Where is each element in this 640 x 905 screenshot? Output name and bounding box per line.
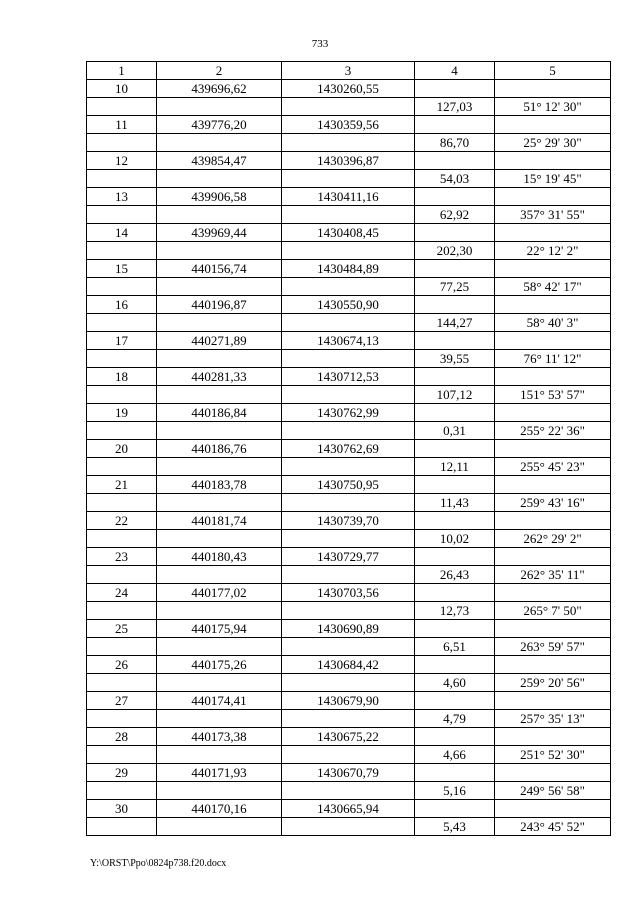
y-coordinate-cell: 1430750,95: [282, 476, 415, 494]
empty-cell: [157, 350, 282, 368]
distance-cell: 4,60: [415, 674, 495, 692]
empty-cell: [495, 692, 611, 710]
empty-cell: [415, 116, 495, 134]
table-row: [87, 800, 611, 818]
empty-cell: [495, 188, 611, 206]
bearing-angle-cell: 357° 31' 55": [495, 206, 611, 224]
table-row: [87, 404, 611, 422]
column-header-3: 3: [282, 62, 415, 80]
empty-cell: [87, 818, 157, 836]
empty-cell: [415, 332, 495, 350]
bearing-angle-cell: 58° 40' 3": [495, 314, 611, 332]
distance-cell: 5,43: [415, 818, 495, 836]
table-row: [87, 692, 611, 710]
empty-cell: [495, 584, 611, 602]
empty-cell: [495, 260, 611, 278]
distance-cell: 6,51: [415, 638, 495, 656]
y-coordinate-cell: 1430411,16: [282, 188, 415, 206]
table-row: [87, 188, 611, 206]
table-row: [87, 386, 611, 404]
empty-cell: [282, 782, 415, 800]
point-number-cell: 15: [87, 260, 157, 278]
column-header-1: 1: [87, 62, 157, 80]
empty-cell: [415, 404, 495, 422]
distance-cell: 4,66: [415, 746, 495, 764]
table-row: [87, 782, 611, 800]
empty-cell: [415, 476, 495, 494]
empty-cell: [157, 746, 282, 764]
bearing-angle-cell: 257° 35' 13": [495, 710, 611, 728]
empty-cell: [282, 170, 415, 188]
point-number-cell: 24: [87, 584, 157, 602]
table-row: [87, 656, 611, 674]
table-row: [87, 620, 611, 638]
bearing-angle-cell: 262° 29' 2": [495, 530, 611, 548]
distance-cell: 26,43: [415, 566, 495, 584]
empty-cell: [157, 386, 282, 404]
y-coordinate-cell: 1430260,55: [282, 80, 415, 98]
point-number-cell: 11: [87, 116, 157, 134]
table-row: [87, 530, 611, 548]
empty-cell: [282, 242, 415, 260]
table-row: [87, 368, 611, 386]
empty-cell: [415, 584, 495, 602]
empty-cell: [282, 638, 415, 656]
empty-cell: [157, 710, 282, 728]
empty-cell: [282, 818, 415, 836]
empty-cell: [415, 548, 495, 566]
empty-cell: [415, 728, 495, 746]
point-number-cell: 13: [87, 188, 157, 206]
distance-cell: 5,16: [415, 782, 495, 800]
column-header-5: 5: [495, 62, 611, 80]
empty-cell: [87, 566, 157, 584]
y-coordinate-cell: 1430739,70: [282, 512, 415, 530]
table-row: [87, 314, 611, 332]
x-coordinate-cell: 440180,43: [157, 548, 282, 566]
empty-cell: [87, 530, 157, 548]
empty-cell: [87, 278, 157, 296]
table-row: [87, 152, 611, 170]
empty-cell: [157, 674, 282, 692]
x-coordinate-cell: 439854,47: [157, 152, 282, 170]
bearing-angle-cell: 259° 43' 16": [495, 494, 611, 512]
empty-cell: [282, 458, 415, 476]
table-row: [87, 602, 611, 620]
empty-cell: [157, 278, 282, 296]
table-row: [87, 728, 611, 746]
empty-cell: [87, 314, 157, 332]
point-number-cell: 21: [87, 476, 157, 494]
empty-cell: [157, 566, 282, 584]
empty-cell: [87, 422, 157, 440]
table-row: [87, 818, 611, 836]
table-row: [87, 332, 611, 350]
empty-cell: [157, 134, 282, 152]
y-coordinate-cell: 1430762,99: [282, 404, 415, 422]
empty-cell: [495, 548, 611, 566]
empty-cell: [157, 242, 282, 260]
distance-cell: 127,03: [415, 98, 495, 116]
empty-cell: [282, 602, 415, 620]
empty-cell: [87, 350, 157, 368]
empty-cell: [495, 332, 611, 350]
table-row: [87, 710, 611, 728]
table-row: [87, 746, 611, 764]
empty-cell: [157, 638, 282, 656]
empty-cell: [415, 440, 495, 458]
empty-cell: [495, 296, 611, 314]
bearing-angle-cell: 263° 59' 57": [495, 638, 611, 656]
empty-cell: [87, 746, 157, 764]
empty-cell: [157, 494, 282, 512]
x-coordinate-cell: 440156,74: [157, 260, 282, 278]
empty-cell: [87, 602, 157, 620]
empty-cell: [415, 188, 495, 206]
empty-cell: [87, 638, 157, 656]
table-row: [87, 494, 611, 512]
empty-cell: [282, 530, 415, 548]
empty-cell: [415, 80, 495, 98]
distance-cell: 4,79: [415, 710, 495, 728]
empty-cell: [157, 98, 282, 116]
x-coordinate-cell: 440183,78: [157, 476, 282, 494]
bearing-angle-cell: 249° 56' 58": [495, 782, 611, 800]
empty-cell: [495, 404, 611, 422]
empty-cell: [495, 116, 611, 134]
empty-cell: [282, 314, 415, 332]
x-coordinate-cell: 440196,87: [157, 296, 282, 314]
point-number-cell: 30: [87, 800, 157, 818]
empty-cell: [415, 368, 495, 386]
x-coordinate-cell: 440174,41: [157, 692, 282, 710]
y-coordinate-cell: 1430484,89: [282, 260, 415, 278]
table-row: [87, 476, 611, 494]
point-number-cell: 18: [87, 368, 157, 386]
empty-cell: [495, 656, 611, 674]
point-number-cell: 29: [87, 764, 157, 782]
empty-cell: [157, 170, 282, 188]
empty-cell: [495, 728, 611, 746]
x-coordinate-cell: 440171,93: [157, 764, 282, 782]
empty-cell: [495, 368, 611, 386]
empty-cell: [87, 242, 157, 260]
x-coordinate-cell: 439969,44: [157, 224, 282, 242]
point-number-cell: 22: [87, 512, 157, 530]
empty-cell: [157, 314, 282, 332]
bearing-angle-cell: 76° 11' 12": [495, 350, 611, 368]
distance-cell: 77,25: [415, 278, 495, 296]
table-row: [87, 278, 611, 296]
point-number-cell: 19: [87, 404, 157, 422]
empty-cell: [415, 764, 495, 782]
table-row: [87, 764, 611, 782]
bearing-angle-cell: 255° 22' 36": [495, 422, 611, 440]
y-coordinate-cell: 1430729,77: [282, 548, 415, 566]
empty-cell: [282, 494, 415, 512]
distance-cell: 62,92: [415, 206, 495, 224]
empty-cell: [495, 80, 611, 98]
table-row: [87, 296, 611, 314]
empty-cell: [87, 206, 157, 224]
empty-cell: [415, 260, 495, 278]
empty-cell: [157, 530, 282, 548]
empty-cell: [157, 782, 282, 800]
distance-cell: 39,55: [415, 350, 495, 368]
empty-cell: [495, 224, 611, 242]
empty-cell: [87, 674, 157, 692]
bearing-angle-cell: 58° 42' 17": [495, 278, 611, 296]
x-coordinate-cell: 439776,20: [157, 116, 282, 134]
empty-cell: [282, 98, 415, 116]
table-row: [87, 170, 611, 188]
y-coordinate-cell: 1430359,56: [282, 116, 415, 134]
table-row: [87, 116, 611, 134]
table-row: [87, 566, 611, 584]
empty-cell: [282, 278, 415, 296]
table-row: [87, 458, 611, 476]
bearing-angle-cell: 259° 20' 56": [495, 674, 611, 692]
x-coordinate-cell: 440281,33: [157, 368, 282, 386]
distance-cell: 12,11: [415, 458, 495, 476]
empty-cell: [87, 782, 157, 800]
y-coordinate-cell: 1430670,79: [282, 764, 415, 782]
bearing-angle-cell: 151° 53' 57": [495, 386, 611, 404]
table-row: [87, 584, 611, 602]
point-number-cell: 25: [87, 620, 157, 638]
empty-cell: [157, 818, 282, 836]
empty-cell: [282, 746, 415, 764]
distance-cell: 12,73: [415, 602, 495, 620]
empty-cell: [495, 512, 611, 530]
x-coordinate-cell: 439906,58: [157, 188, 282, 206]
table-row: [87, 548, 611, 566]
table-row: [87, 512, 611, 530]
page-number: 733: [311, 38, 329, 50]
empty-cell: [415, 800, 495, 818]
bearing-angle-cell: 265° 7' 50": [495, 602, 611, 620]
distance-cell: 107,12: [415, 386, 495, 404]
empty-cell: [87, 458, 157, 476]
bearing-angle-cell: 255° 45' 23": [495, 458, 611, 476]
bearing-angle-cell: 25° 29' 30": [495, 134, 611, 152]
x-coordinate-cell: 440186,76: [157, 440, 282, 458]
file-path-footer: Y:\ORST\Ppo\0824p738.f20.docx: [90, 858, 227, 869]
empty-cell: [87, 386, 157, 404]
column-header-4: 4: [415, 62, 495, 80]
x-coordinate-cell: 440181,74: [157, 512, 282, 530]
empty-cell: [87, 494, 157, 512]
point-number-cell: 14: [87, 224, 157, 242]
y-coordinate-cell: 1430684,42: [282, 656, 415, 674]
point-number-cell: 26: [87, 656, 157, 674]
empty-cell: [282, 206, 415, 224]
empty-cell: [87, 134, 157, 152]
empty-cell: [282, 386, 415, 404]
y-coordinate-cell: 1430674,13: [282, 332, 415, 350]
y-coordinate-cell: 1430762,69: [282, 440, 415, 458]
point-number-cell: 27: [87, 692, 157, 710]
bearing-angle-cell: 51° 12' 30": [495, 98, 611, 116]
point-number-cell: 28: [87, 728, 157, 746]
point-number-cell: 16: [87, 296, 157, 314]
distance-cell: 202,30: [415, 242, 495, 260]
table-row: [87, 440, 611, 458]
empty-cell: [415, 152, 495, 170]
distance-cell: 144,27: [415, 314, 495, 332]
y-coordinate-cell: 1430675,22: [282, 728, 415, 746]
empty-cell: [157, 206, 282, 224]
distance-cell: 0,31: [415, 422, 495, 440]
table-row: [87, 80, 611, 98]
empty-cell: [87, 98, 157, 116]
x-coordinate-cell: 440271,89: [157, 332, 282, 350]
point-number-cell: 20: [87, 440, 157, 458]
y-coordinate-cell: 1430396,87: [282, 152, 415, 170]
empty-cell: [495, 152, 611, 170]
point-number-cell: 23: [87, 548, 157, 566]
table-row: [87, 98, 611, 116]
table-row: [87, 206, 611, 224]
table-row: [87, 242, 611, 260]
empty-cell: [415, 224, 495, 242]
empty-cell: [415, 296, 495, 314]
x-coordinate-cell: 440175,26: [157, 656, 282, 674]
empty-cell: [282, 422, 415, 440]
bearing-angle-cell: 251° 52' 30": [495, 746, 611, 764]
column-header-2: 2: [157, 62, 282, 80]
empty-cell: [282, 134, 415, 152]
table-row: [87, 422, 611, 440]
empty-cell: [157, 602, 282, 620]
table-row: [87, 350, 611, 368]
x-coordinate-cell: 439696,62: [157, 80, 282, 98]
y-coordinate-cell: 1430665,94: [282, 800, 415, 818]
empty-cell: [282, 350, 415, 368]
distance-cell: 86,70: [415, 134, 495, 152]
table-row: [87, 260, 611, 278]
y-coordinate-cell: 1430408,45: [282, 224, 415, 242]
x-coordinate-cell: 440177,02: [157, 584, 282, 602]
y-coordinate-cell: 1430679,90: [282, 692, 415, 710]
bearing-angle-cell: 262° 35' 11": [495, 566, 611, 584]
table-row: [87, 674, 611, 692]
x-coordinate-cell: 440186,84: [157, 404, 282, 422]
distance-cell: 11,43: [415, 494, 495, 512]
bearing-angle-cell: 243° 45' 52": [495, 818, 611, 836]
empty-cell: [87, 710, 157, 728]
empty-cell: [495, 440, 611, 458]
empty-cell: [495, 620, 611, 638]
distance-cell: 10,02: [415, 530, 495, 548]
point-number-cell: 10: [87, 80, 157, 98]
x-coordinate-cell: 440173,38: [157, 728, 282, 746]
point-number-cell: 12: [87, 152, 157, 170]
x-coordinate-cell: 440175,94: [157, 620, 282, 638]
y-coordinate-cell: 1430712,53: [282, 368, 415, 386]
point-number-cell: 17: [87, 332, 157, 350]
x-coordinate-cell: 440170,16: [157, 800, 282, 818]
empty-cell: [415, 656, 495, 674]
table-row: [87, 224, 611, 242]
empty-cell: [415, 692, 495, 710]
y-coordinate-cell: 1430550,90: [282, 296, 415, 314]
y-coordinate-cell: 1430703,56: [282, 584, 415, 602]
table-body: [87, 80, 611, 836]
distance-cell: 54,03: [415, 170, 495, 188]
empty-cell: [415, 512, 495, 530]
empty-cell: [87, 170, 157, 188]
empty-cell: [495, 800, 611, 818]
table-row: [87, 134, 611, 152]
y-coordinate-cell: 1430690,89: [282, 620, 415, 638]
empty-cell: [495, 764, 611, 782]
empty-cell: [282, 566, 415, 584]
bearing-angle-cell: 22° 12' 2": [495, 242, 611, 260]
table-header-row: [87, 62, 611, 80]
empty-cell: [495, 476, 611, 494]
empty-cell: [415, 620, 495, 638]
empty-cell: [282, 710, 415, 728]
empty-cell: [157, 422, 282, 440]
empty-cell: [282, 674, 415, 692]
table-row: [87, 638, 611, 656]
bearing-angle-cell: 15° 19' 45": [495, 170, 611, 188]
coordinates-table: [86, 61, 611, 836]
empty-cell: [157, 458, 282, 476]
